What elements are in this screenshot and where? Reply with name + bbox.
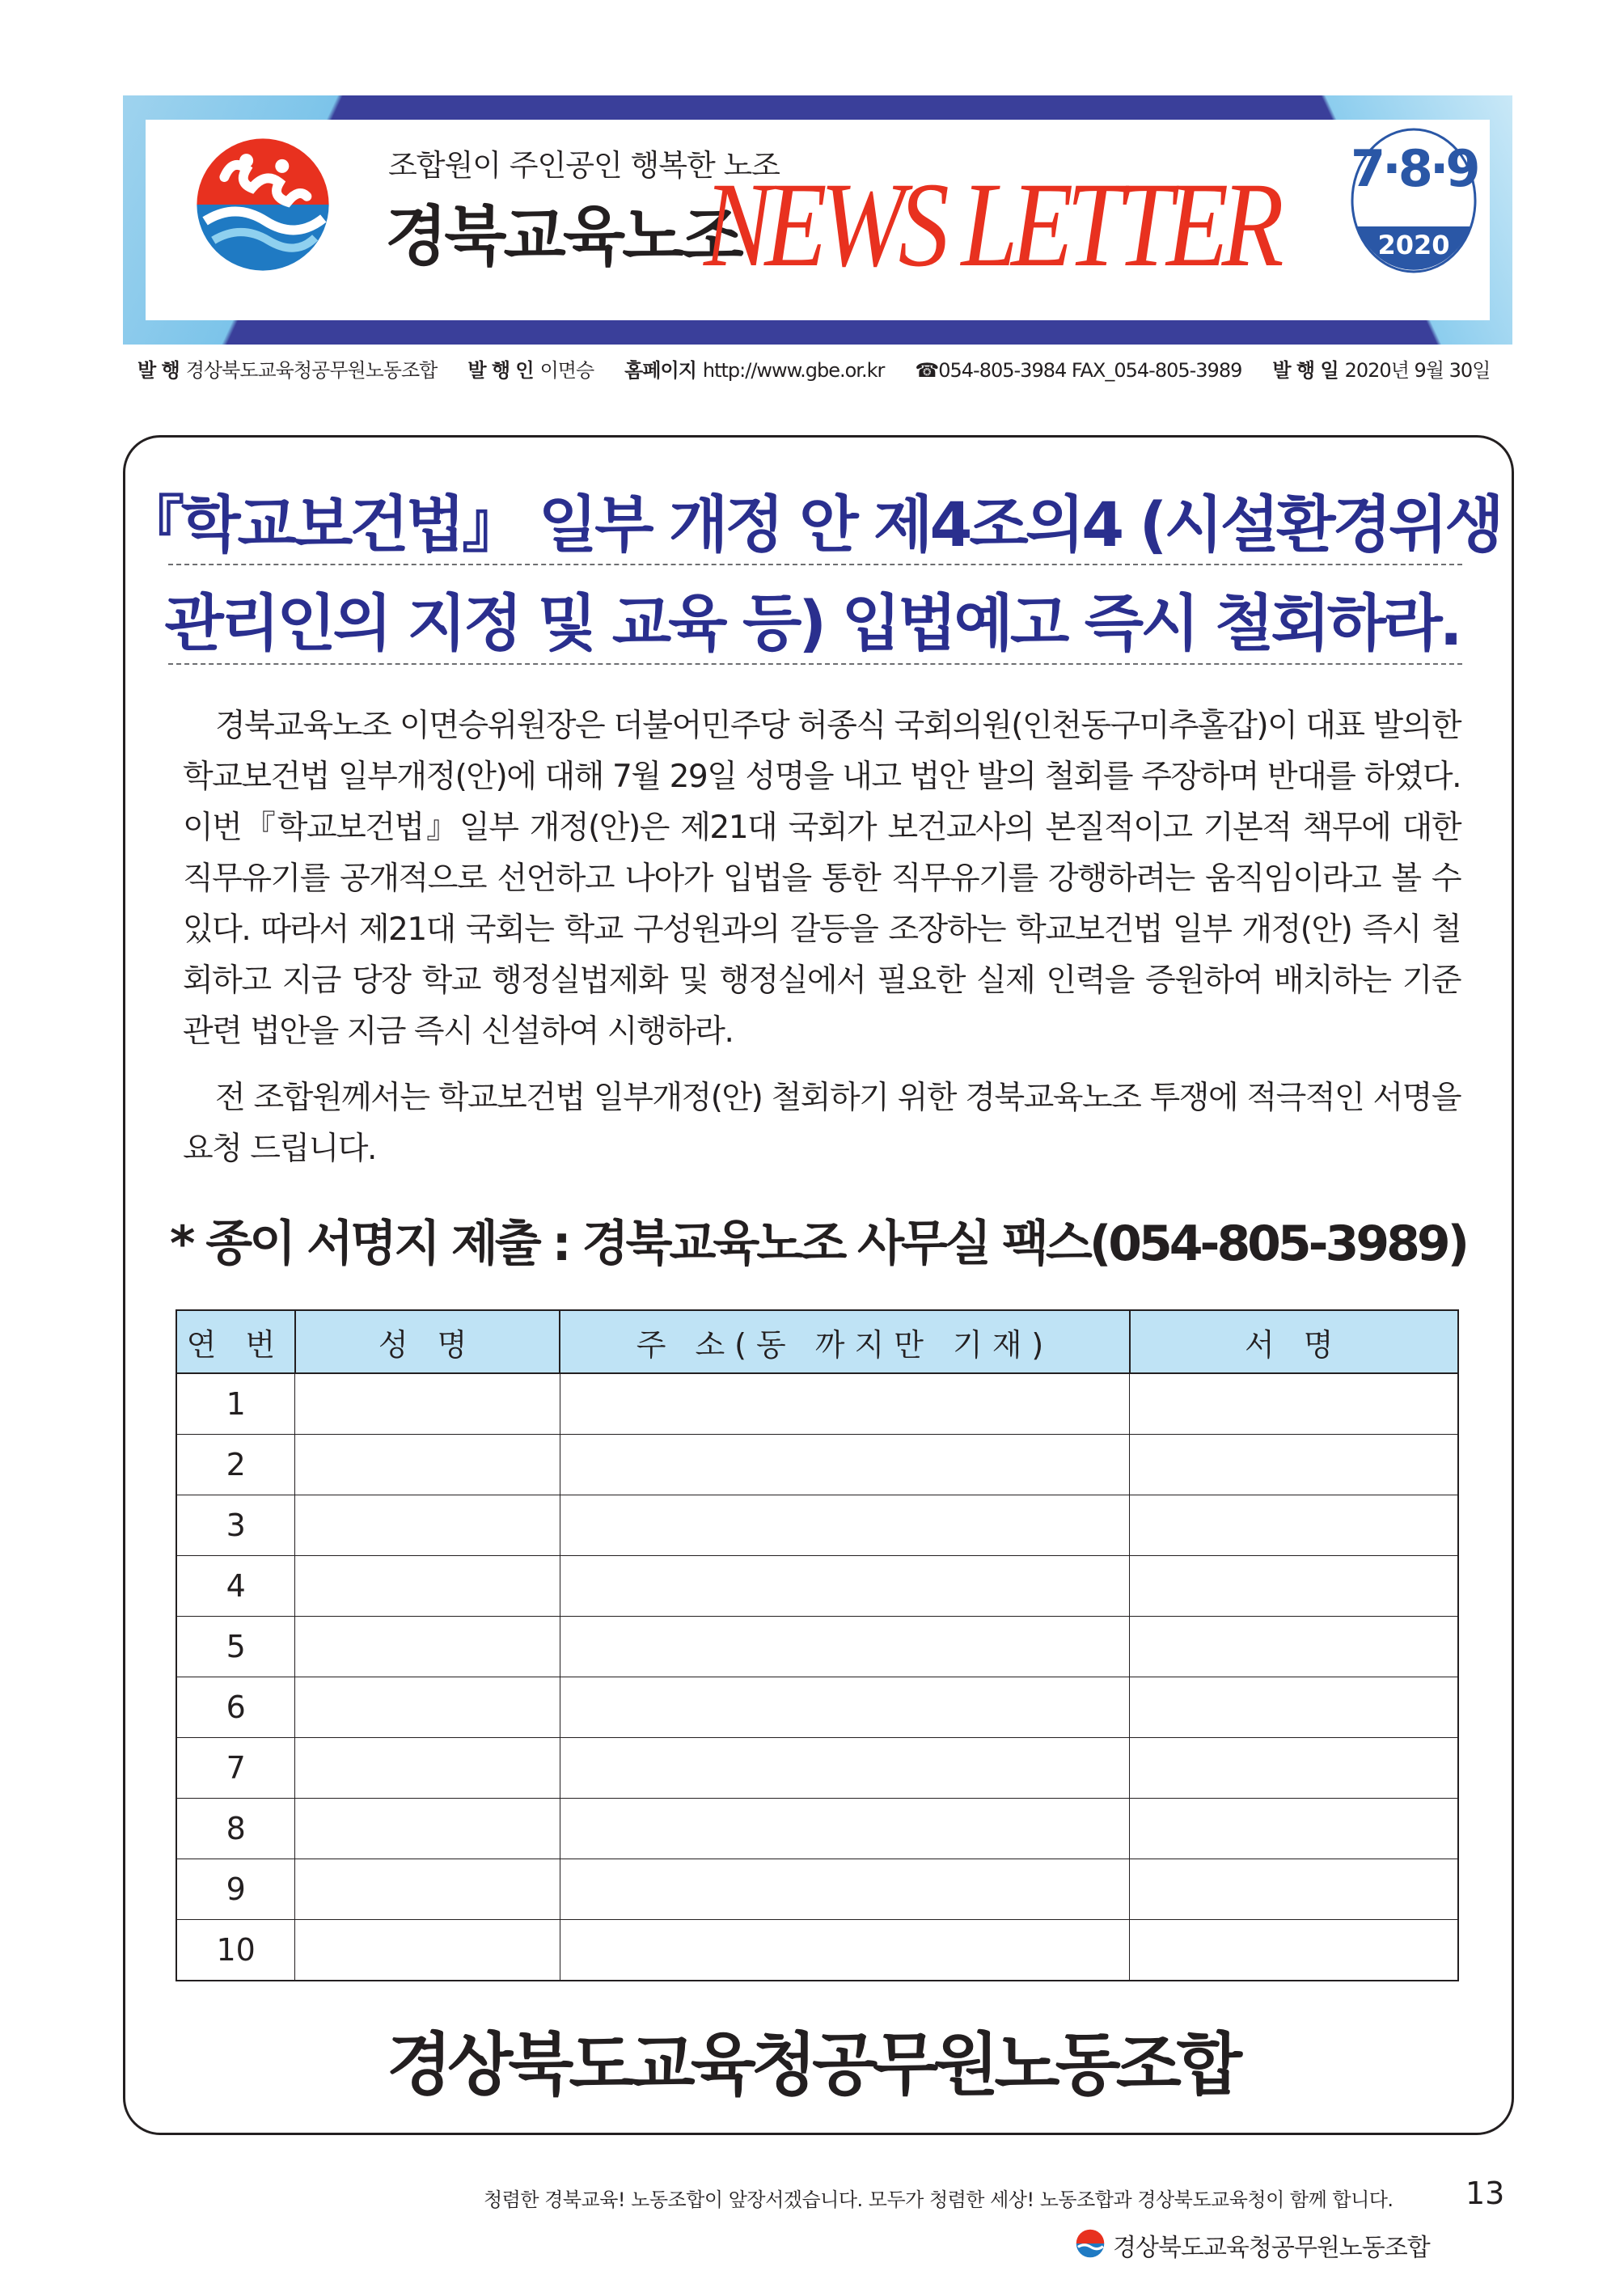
address-cell[interactable] [560,1617,1129,1677]
footer-logo-icon [1076,2229,1105,2258]
table-row [176,1799,1458,1859]
table-header-row [176,1310,1458,1373]
footer-slogan: 청렴한 경북교육! 노동조합이 앞장서겠습니다. 모두가 청렴한 세상! 노동조합과 경상북도교육청이 함께 합니다. [484,2188,1394,2211]
publisher-info-line [137,354,1512,383]
address-cell[interactable] [560,1435,1129,1495]
signature-cell[interactable] [1130,1373,1459,1435]
article-paragraph-1: 경북교육노조 이면승위원장은 더불어민주당 허종식 국회의원(인천동구미추홀갑)이 대표 발의한 학교보건법 일부개정(안)에 대해 7월 29일 성명을 내고 법안 발의 철회를 주장하며 반대를 하였다. 이번『학교보건법』일부 개정(안)은 제21대 국회가 보건교사의 본질적이고 기본적 책무에 대한 직무유기를 공개적으로 선언하고 나아가 입법을 통한 직무유기를 강행하려는 움직임이라고 볼 수 있다. 따라서 제21대 국회는 학교 구성원과의 갈등을 조장하는 학교보건법 일부 개정(안) 즉시 철회하고 지금 당장 학교 행정실법제화 및 행정실에서 필요한 실제 인력을 증원하여 배치하는 기준 관련 법안을 지금 즉시 신설하여 시행하라. [183,708,1461,1050]
row-number: 2 [176,1435,295,1495]
row-number: 10 [176,1920,295,1981]
address-cell[interactable] [560,1373,1129,1435]
issue-badge [1351,128,1477,273]
masthead-slogan: 조합원이 주인공인 행복한 노조 [388,148,780,183]
footer-org-name: 경상북도교육청공무원노동조합 [1113,2234,1430,2262]
name-cell[interactable] [295,1373,560,1435]
row-number: 9 [176,1859,295,1920]
table-row [176,1738,1458,1799]
publisher-name: 경상북도교육청공무원노동조합 [185,359,438,382]
headline-divider [168,663,1462,665]
organization-signature: 경상북도교육청공무원노동조합 [386,2025,1238,2104]
column-header-name: 성 명 [295,1310,560,1373]
row-number: 1 [176,1373,295,1435]
newsletter-title: NEWS LETTER [704,158,1278,292]
row-number: 3 [176,1495,295,1556]
name-cell[interactable] [295,1435,560,1495]
name-cell[interactable] [295,1859,560,1920]
column-header-address: 주 소(동 까지만 기재) [560,1310,1129,1373]
signature-cell[interactable] [1130,1799,1459,1859]
row-number: 6 [176,1677,295,1738]
column-header-signature: 서 명 [1130,1310,1459,1373]
signature-cell[interactable] [1130,1435,1459,1495]
signature-cell[interactable] [1130,1617,1459,1677]
date-label: 발 행 일 [1272,359,1339,382]
issue-year: 2020 [1377,230,1450,260]
table-row [176,1617,1458,1677]
headline-line-2: 관리인의 지정 및 교육 등) 입법예고 즉시 철회하라. [164,587,1460,659]
issue-months: 7·8·9 [1351,139,1478,198]
name-cell[interactable] [295,1556,560,1617]
name-cell[interactable] [295,1799,560,1859]
signature-cell[interactable] [1130,1920,1459,1981]
row-number: 8 [176,1799,295,1859]
name-cell[interactable] [295,1495,560,1556]
address-cell[interactable] [560,1738,1129,1799]
table-row [176,1435,1458,1495]
masthead-inner-panel [146,120,1490,320]
issue-date: 2020년 9월 30일 [1344,359,1491,382]
union-logo-icon [194,136,332,273]
table-row [176,1859,1458,1920]
masthead-banner [123,95,1512,345]
address-cell[interactable] [560,1495,1129,1556]
publisher-label: 발 행 [137,359,180,382]
row-number: 4 [176,1556,295,1617]
headline-line-1: 『학교보건법』 일부 개정 안 제4조의4 (시설환경위생 [123,488,1501,560]
table-row [176,1677,1458,1738]
signature-cell[interactable] [1130,1859,1459,1920]
row-number: 5 [176,1617,295,1677]
union-name: 경북교육노조 [385,199,741,274]
homepage-url: http://www.gbe.or.kr [702,359,885,382]
homepage-label: 홈페이지 [624,359,696,382]
table-row [176,1373,1458,1435]
issuer-name: 이면승 [539,359,594,382]
contact-numbers: ☎054-805-3984 FAX_054-805-3989 [915,359,1242,382]
table-row [176,1556,1458,1617]
name-cell[interactable] [295,1738,560,1799]
table-row [176,1495,1458,1556]
address-cell[interactable] [560,1859,1129,1920]
signature-table [176,1309,1459,1981]
headline-divider [168,564,1462,565]
issuer-label: 발 행 인 [467,359,534,382]
name-cell[interactable] [295,1617,560,1677]
page-number: 13 [1465,2176,1505,2211]
address-cell[interactable] [560,1920,1129,1981]
signature-cell[interactable] [1130,1738,1459,1799]
table-row [176,1920,1458,1981]
name-cell[interactable] [295,1920,560,1981]
name-cell[interactable] [295,1677,560,1738]
row-number: 7 [176,1738,295,1799]
column-header-number: 연 번 [176,1310,295,1373]
signature-cell[interactable] [1130,1677,1459,1738]
address-cell[interactable] [560,1799,1129,1859]
address-cell[interactable] [560,1677,1129,1738]
address-cell[interactable] [560,1556,1129,1617]
signature-cell[interactable] [1130,1556,1459,1617]
signature-cell[interactable] [1130,1495,1459,1556]
fax-submission-instruction: * 종이 서명지 제출 : 경북교육노조 사무실 팩스(054-805-3989) [170,1216,1466,1272]
article-paragraph-2: 전 조합원께서는 학교보건법 일부개정(안) 철회하기 위한 경북교육노조 투쟁에 적극적인 서명을 요청 드립니다. [183,1080,1461,1167]
